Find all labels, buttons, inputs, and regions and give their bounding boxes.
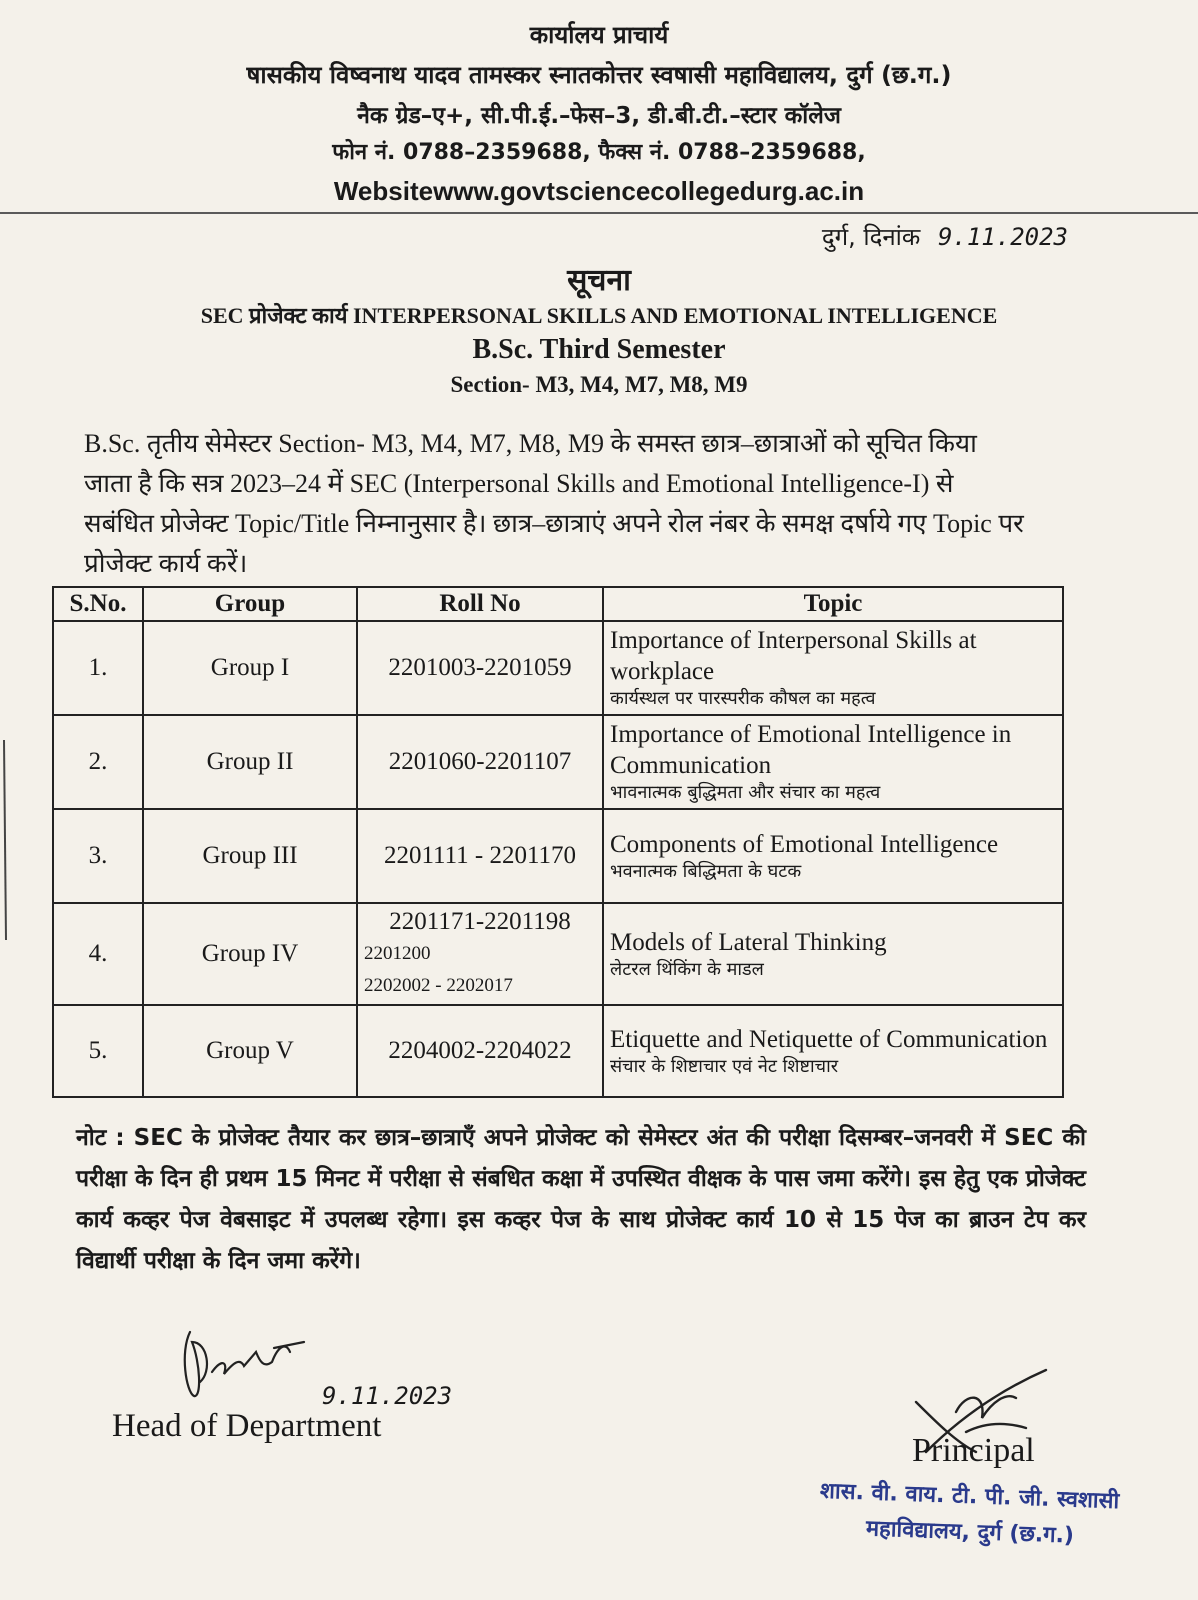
note-paragraph: नोट : SEC के प्रोजेक्ट तैयार कर छात्र–छात्राएँ अपने प्रोजेक्ट को सेमेस्टर अंत की परीक्षा दिसम्बर–जनवरी में SEC की परीक्षा के दिन ही प्रथम 15 मिनट में परीक्षा से संबधित कक्षा में उपस्थित वीक्षक के पास जमा करेंगे। इस हेतु एक प्रोजेक्ट कार्य कव्हर पेज वेबसाइट में उपलब्ध रहेगा। इस कव्हर पेज के साथ प्रोजेक्ट कार्य 10 से 15 पेज का ब्राउन टेप कर विद्यार्थी परीक्षा के दिन जमा करेंगे।	[76, 1125, 1086, 1274]
stamp-text: महाविद्यालय, दुर्ग (छ.ग.)	[865, 1516, 1075, 1549]
header-roll: Roll No	[357, 587, 603, 621]
website-line: Websitewww.govtsciencecollegedurg.ac.in	[333, 176, 865, 206]
cell-topic	[603, 715, 1063, 809]
margin-scribble	[0, 730, 14, 950]
sections-heading: Section- M3, M4, M7, M8, M9	[450, 372, 748, 397]
contact-line: फोन नं. 0788–2359688, फैक्स नं. 0788–2359688,	[332, 140, 866, 165]
office-title: कार्यालय प्राचार्य	[529, 21, 669, 49]
cell-group: Group II	[143, 715, 357, 809]
date-value: 9.11.2023	[937, 223, 1068, 251]
table-row	[53, 621, 1063, 715]
cell-sno: 3.	[53, 809, 143, 903]
topic-english: Components of Emotional Intelligence	[610, 830, 999, 858]
cell-roll: 2201111 - 2201170	[357, 809, 603, 903]
stamp-text: शास. वी. वाय. टी. पी. जी. स्वशासी	[819, 1478, 1120, 1515]
table-row	[53, 715, 1063, 809]
header-group: Group	[143, 587, 357, 621]
cell-topic	[603, 1005, 1063, 1097]
cell-sno: 4.	[53, 903, 143, 1005]
roll-line: 2202002 - 2202017	[364, 975, 513, 996]
roll-line: 2201171-2201198	[389, 908, 571, 935]
college-name: षासकीय विष्वनाथ यादव तामस्कर स्नातकोत्तर स्वषासी महाविद्यालय, दुर्ग (छ.ग.)	[246, 61, 952, 89]
topic-hindi: लेटरल थिंकिंग के माडल	[610, 958, 764, 980]
principal-label: Principal	[912, 1432, 1035, 1469]
table-row	[53, 809, 1063, 903]
topic-hindi: कार्यस्थल पर पारस्परीक कौषल का महत्व	[610, 688, 876, 709]
topic-hindi: संचार के शिष्टाचार एवं नेट शिष्टाचार	[610, 1055, 839, 1077]
cell-group: Group III	[143, 809, 357, 903]
cell-roll: 2204002-2204022	[357, 1005, 603, 1097]
cell-roll	[357, 903, 603, 1005]
topics-table	[52, 586, 1064, 1098]
intro-paragraph: B.Sc. तृतीय सेमेस्टर Section- M3, M4, M7, M8, M9 के समस्त छात्र–छात्राओं को सूचित किया जाता है कि सत्र 2023–24 में SEC (Interpersonal Skills and Emotional Intelligence-I) से सबंधित प्रोजेक्ट Topic/Title निम्नानुसार है। छात्र–छात्राएं अपने रोल नंबर के समक्ष दर्षाये गए Topic पर प्रोजेक्ट कार्य करें।	[84, 429, 1024, 578]
semester-heading: B.Sc. Third Semester	[472, 334, 726, 365]
cell-topic	[603, 903, 1063, 1005]
header-divider	[0, 212, 1198, 214]
cell-group: Group IV	[143, 903, 357, 1005]
table-header-row	[53, 587, 1063, 621]
hod-sign-date: 9.11.2023	[322, 1382, 453, 1410]
notice-title: सूचना	[567, 263, 631, 298]
hod-label: Head of Department	[112, 1408, 382, 1444]
cell-sno: 2.	[53, 715, 143, 809]
date-line	[822, 220, 1068, 253]
roll-line: 2201200	[364, 943, 431, 964]
accreditation-line: नैक ग्रेड–ए+, सी.पी.ई.–फेस–3, डी.बी.टी.–स्टार कॉलेज	[357, 103, 841, 129]
cell-topic	[603, 809, 1063, 903]
topic-hindi: भवनात्मक बिद्धिमता के घटक	[610, 860, 802, 882]
table-row	[53, 1005, 1063, 1097]
topic-english: Models of Lateral Thinking	[610, 928, 887, 956]
topic-english: Etiquette and Netiquette of Communication	[610, 1025, 1048, 1053]
subject-line: SEC प्रोजेक्ट कार्य INTERPERSONAL SKILLS AND EMOTIONAL INTELLIGENCE	[200, 303, 998, 328]
header-topic: Topic	[603, 587, 1063, 621]
cell-sno: 5.	[53, 1005, 143, 1097]
cell-topic	[603, 621, 1063, 715]
cell-group: Group I	[143, 621, 357, 715]
hod-signature	[178, 1322, 328, 1402]
cell-roll: 2201060-2201107	[357, 715, 603, 809]
topic-hindi: भावनात्मक बुद्धिमता और संचार का महत्व	[610, 782, 881, 803]
cell-group: Group V	[143, 1005, 357, 1097]
topic-english: Importance of Interpersonal Skills at workplace	[610, 627, 977, 685]
topic-english: Importance of Emotional Intelligence in Communication	[610, 721, 1012, 779]
cell-sno: 1.	[53, 621, 143, 715]
date-label: दुर्ग, दिनांक	[821, 223, 921, 251]
table-row	[53, 903, 1063, 1005]
header-sno: S.No.	[53, 587, 143, 621]
cell-roll: 2201003-2201059	[357, 621, 603, 715]
